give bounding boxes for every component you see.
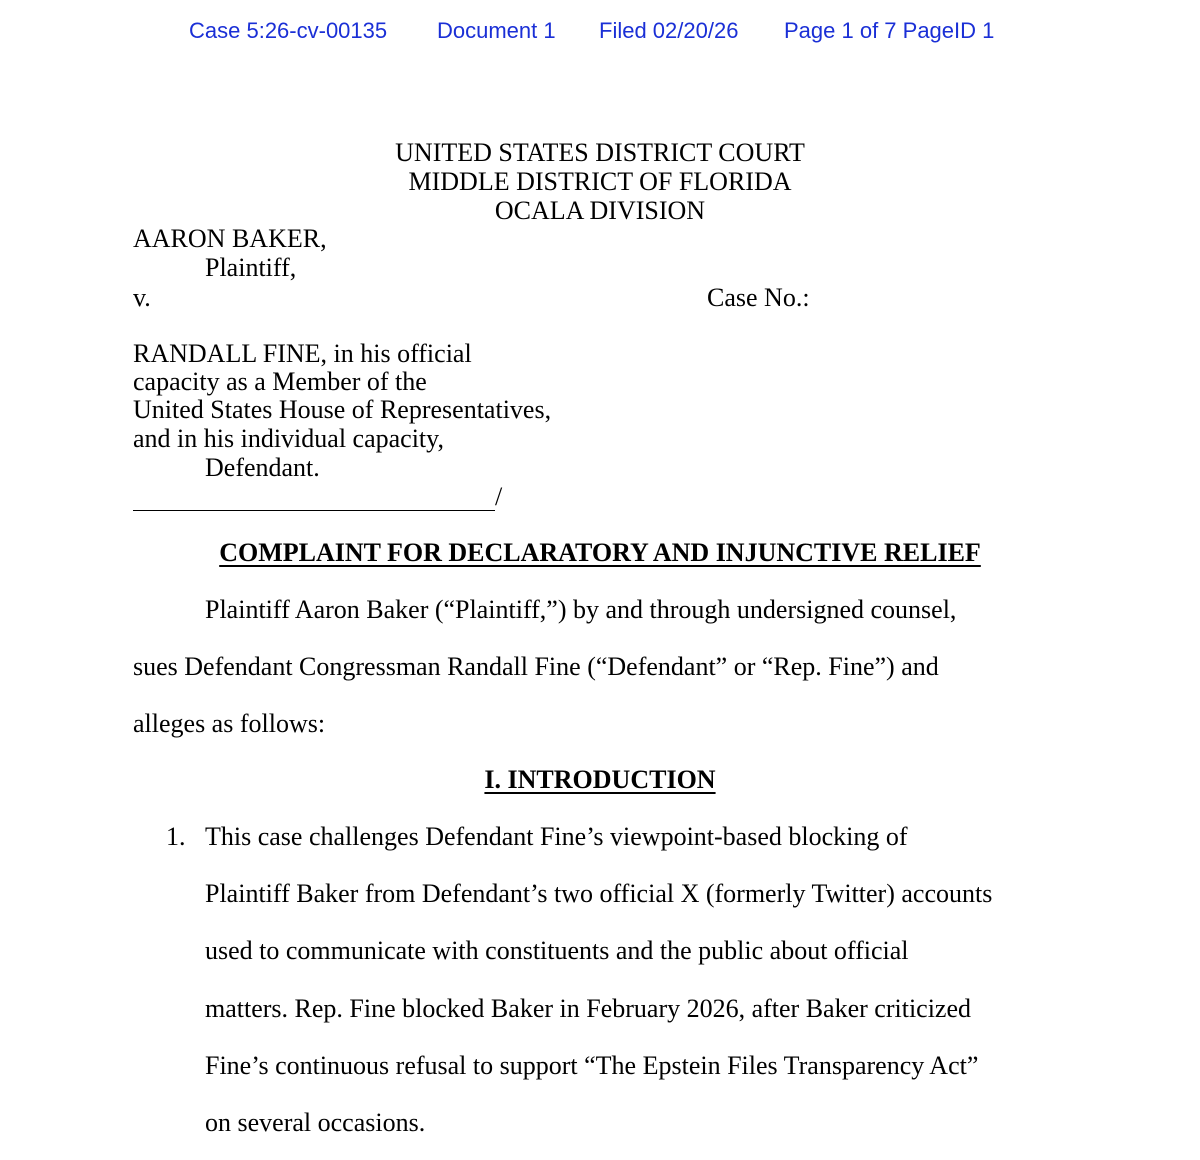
versus: v.: [133, 283, 151, 312]
paragraph-number: 1.: [166, 822, 186, 851]
ecf-page-info: Page 1 of 7 PageID 1: [784, 18, 995, 43]
ecf-document-number: Document 1: [437, 18, 556, 43]
plaintiff-role: Plaintiff,: [205, 253, 297, 282]
document-title: COMPLAINT FOR DECLARATORY AND INJUNCTIVE RELIEF: [219, 538, 981, 567]
defendant-line: RANDALL FINE, in his official: [133, 339, 472, 368]
paragraph-line: matters. Rep. Fine blocked Baker in February 2026, after Baker criticized: [205, 994, 972, 1023]
court-district: MIDDLE DISTRICT OF FLORIDA: [408, 167, 792, 196]
caption-closing-line: [133, 483, 502, 511]
ecf-case-number: Case 5:26-cv-00135: [189, 18, 388, 43]
defendant-line: capacity as a Member of the: [133, 367, 427, 396]
paragraph-line: used to communicate with constituents and the public about official: [205, 936, 909, 965]
court-name: UNITED STATES DISTRICT COURT: [395, 138, 805, 167]
paragraph-line: sues Defendant Congressman Randall Fine (“Defendant” or “Rep. Fine”) and: [133, 652, 939, 681]
case-number-label: Case No.:: [707, 283, 810, 312]
paragraph-line: alleges as follows:: [133, 709, 326, 738]
caption-slash: /: [495, 482, 503, 511]
caption-rule: [133, 486, 495, 511]
defendant-line: United States House of Representatives,: [133, 395, 552, 424]
court-heading: [0, 138, 1200, 225]
paragraph-line: Fine’s continuous refusal to support “The Epstein Files Transparency Act”: [205, 1051, 979, 1080]
paragraph-line: on several occasions.: [205, 1108, 426, 1137]
ecf-filed-date: Filed 02/20/26: [599, 18, 739, 43]
paragraph-line: Plaintiff Aaron Baker (“Plaintiff,”) by and through undersigned counsel,: [205, 595, 957, 624]
court-division: OCALA DIVISION: [494, 196, 706, 225]
section-heading-introduction: I. INTRODUCTION: [484, 765, 716, 794]
defendant-role: Defendant.: [205, 453, 320, 482]
paragraph-line: Plaintiff Baker from Defendant’s two official X (formerly Twitter) accounts: [205, 879, 993, 908]
defendant-line: and in his individual capacity,: [133, 424, 444, 453]
paragraph-line: This case challenges Defendant Fine’s viewpoint-based blocking of: [205, 822, 908, 851]
plaintiff-name: AARON BAKER,: [133, 224, 327, 253]
